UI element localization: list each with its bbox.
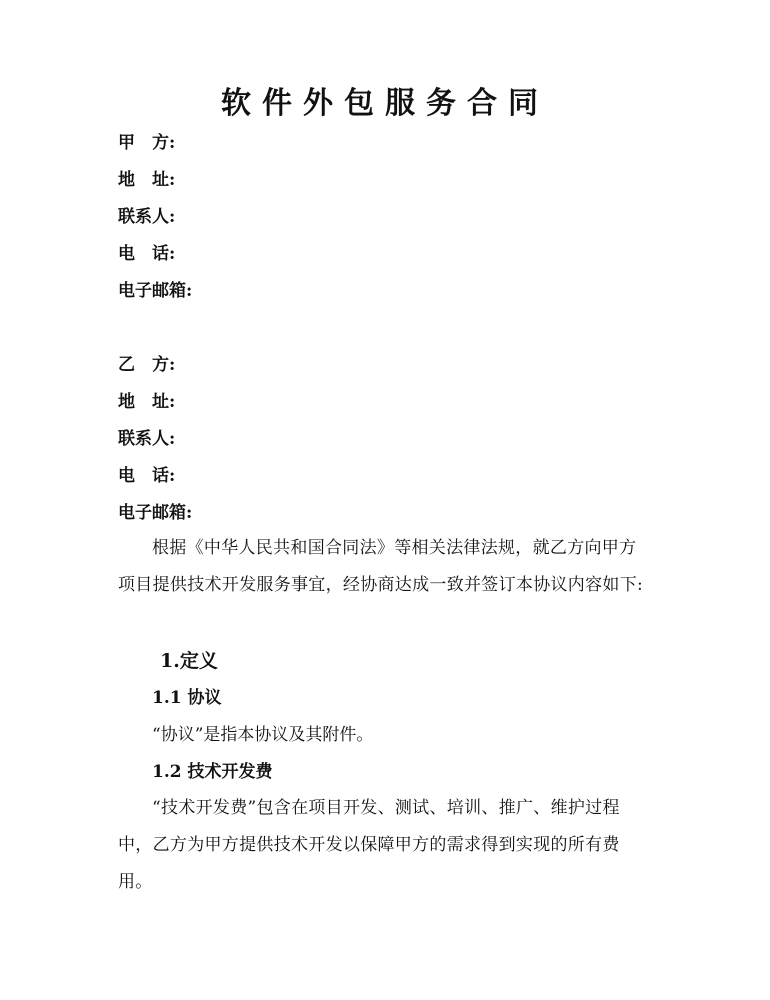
- party-b-email-label: 电子邮箱:: [118, 503, 193, 523]
- party-b-contact-label: 联系人:: [118, 429, 176, 449]
- intro-paragraph: 根据《中华人民共和国合同法》等相关法律法规，就乙方向甲方项目提供技术开发服务事宜，经协商达成一致并签订本协议内容如下:: [118, 538, 644, 595]
- section-1-heading: 1.定义: [160, 650, 218, 672]
- party-a-contact-label: 联系人:: [118, 207, 176, 227]
- party-b-address-label: 地 址:: [118, 392, 176, 412]
- party-b-label: 乙 方:: [118, 355, 176, 375]
- party-a-email-label: 电子邮箱:: [118, 281, 193, 301]
- section-1-1-text: “协议”是指本协议及其附件。: [152, 725, 374, 745]
- section-1-2-text: “技术开发费”包含在项目开发、测试、培训、推广、维护过程中，乙方为甲方提供技术开发以保障甲方的需求得到实现的所有费用。: [118, 798, 620, 892]
- party-a-address-label: 地 址:: [118, 170, 176, 190]
- party-a-label: 甲 方:: [118, 133, 176, 153]
- section-1-2-heading: 1.2 技术开发费: [152, 762, 273, 782]
- party-b-phone-label: 电 话:: [118, 466, 176, 486]
- section-1-1-heading: 1.1 协议: [152, 688, 222, 708]
- party-a-phone-label: 电 话:: [118, 244, 176, 264]
- document-title: 软件外包服务合同: [221, 86, 549, 121]
